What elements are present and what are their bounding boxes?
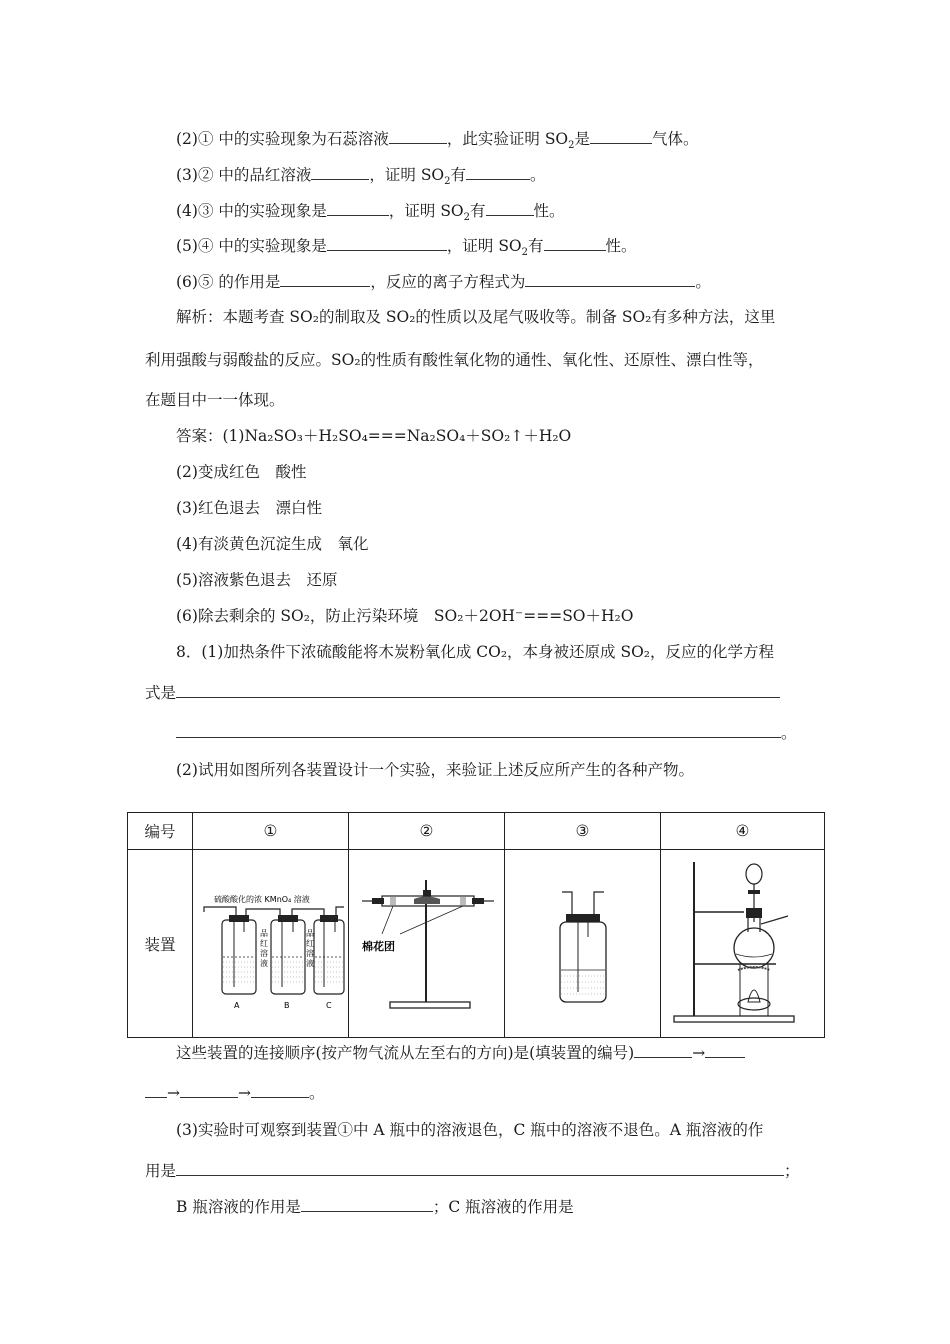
answer-blank[interactable]	[544, 235, 606, 251]
table-row-label: 装置	[128, 850, 193, 1038]
answer-blank[interactable]	[176, 722, 781, 738]
answer-blank[interactable]	[301, 1196, 433, 1212]
fig1-side-label: 液	[259, 958, 268, 968]
q7-sub2: (2)① 中的实验现象为石蕊溶液 ，此实验证明 $SO_2$是 气体。	[176, 130, 699, 152]
answer-line: (4)有淡黄色沉淀生成 氧化	[176, 535, 369, 553]
apparatus-2-cell	[349, 850, 505, 1038]
apparatus-3-cell	[505, 850, 661, 1038]
fig1-top-label: 硫酸酸化的浓 KMnO₄ 溶液	[213, 894, 310, 904]
answer-blank[interactable]	[590, 128, 652, 144]
fig1-side-label: 红	[305, 938, 314, 948]
fig1-side-label: 液	[305, 958, 314, 968]
wash-bottles-figure	[196, 852, 346, 1032]
answer-blank[interactable]	[176, 682, 780, 698]
fig1-side-label: 溶	[305, 948, 314, 958]
q7-sub6: (6)⑤ 的作用是 ，反应的离子方程式为 。	[176, 273, 711, 291]
answer-blank[interactable]	[280, 271, 370, 287]
apparatus-number: ③	[505, 813, 661, 850]
bottle-label: C	[325, 1000, 332, 1010]
answer-line: (2)变成红色 酸性	[176, 463, 307, 481]
q8-sub1-cont: 式是	[145, 682, 780, 703]
apparatus-number: ①	[193, 813, 349, 850]
apparatus-1-cell	[193, 850, 349, 1038]
answer-line: 答案：(1)Na₂SO₃＋H₂SO₄===Na₂SO₄＋SO₂↑＋H₂O	[176, 427, 572, 445]
fig1-side-label: 品	[305, 928, 314, 938]
analysis-line: 在题目中一一体现。	[145, 391, 285, 409]
q8-sub3: (3)实验时可观察到装置①中 A 瓶中的溶液退色，C 瓶中的溶液不退色。A 瓶溶液的作	[176, 1121, 764, 1139]
table-header-label: 编号	[128, 813, 193, 850]
answer-blank[interactable]	[251, 1082, 309, 1098]
bottle-label: B	[283, 1000, 289, 1010]
apparatus-table	[127, 812, 825, 1038]
q7-sub5: (5)④ 中的实验现象是 ，证明 $SO_2$有 性。	[176, 237, 637, 259]
analysis-line: 利用强酸与弱酸盐的反应。SO₂的性质有酸性氧化物的通性、氧化性、还原性、漂白性等，	[145, 351, 764, 369]
fig1-side-label: 品	[259, 928, 268, 938]
apparatus-number: ④	[661, 813, 825, 850]
q8-sub3-cont2: B 瓶溶液的作用是 ；C 瓶溶液的作用是	[176, 1198, 574, 1216]
answer-line: (6)除去剩余的 SO₂，防止污染环境 SO₂＋2OH⁻===SO＋H₂O	[176, 607, 634, 625]
answer-blank[interactable]	[486, 200, 534, 216]
apparatus-4-cell	[661, 850, 825, 1038]
answer-blank[interactable]	[525, 271, 695, 287]
connection-order-cont: → → 。	[145, 1082, 325, 1103]
q7-sub3: (3)② 中的品红溶液 ，证明 $SO_2$有 。	[176, 166, 546, 188]
answer-blank[interactable]	[327, 235, 447, 251]
answer-blank[interactable]	[705, 1042, 745, 1058]
analysis-line: 解析：本题考查 SO₂的制取及 SO₂的性质以及尾气吸收等。制备 SO₂有多种方法，这里	[176, 308, 776, 326]
q8-sub2: (2)试用如图所列各装置设计一个实验，来验证上述反应所产生的各种产物。	[176, 761, 694, 779]
bottle-label: A	[233, 1000, 239, 1010]
answer-blank[interactable]	[176, 1160, 784, 1176]
connection-order: 这些装置的连接顺序(按产物气流从左至右的方向)是(填装置的编号) →	[176, 1042, 745, 1063]
q8-sub1-cont2: 。	[176, 722, 797, 743]
answer-line: (5)溶液紫色退去 还原	[176, 571, 338, 589]
cotton-label: 棉花团	[361, 939, 395, 953]
answer-blank[interactable]	[466, 164, 530, 180]
answer-blank[interactable]	[327, 200, 389, 216]
answer-blank[interactable]	[311, 164, 369, 180]
apparatus-number: ②	[349, 813, 505, 850]
q8-sub3-cont: 用是 ；	[145, 1162, 800, 1180]
q7-sub4: (4)③ 中的实验现象是 ，证明 $SO_2$有 性。	[176, 202, 565, 224]
answer-line: (3)红色退去 漂白性	[176, 499, 322, 517]
answer-blank[interactable]	[389, 128, 447, 144]
generator-figure	[664, 852, 822, 1032]
drying-tube-figure	[352, 852, 502, 1032]
fig1-side-label: 红	[259, 938, 268, 948]
answer-blank[interactable]	[180, 1082, 238, 1098]
fig1-side-label: 溶	[259, 948, 268, 958]
q8-sub1: 8．(1)加热条件下浓硫酸能将木炭粉氧化成 CO₂，本身被还原成 SO₂，反应的化学方程	[176, 643, 774, 661]
answer-blank[interactable]	[634, 1042, 692, 1058]
gas-bottle-figure	[508, 852, 658, 1032]
answer-blank[interactable]	[145, 1082, 167, 1098]
